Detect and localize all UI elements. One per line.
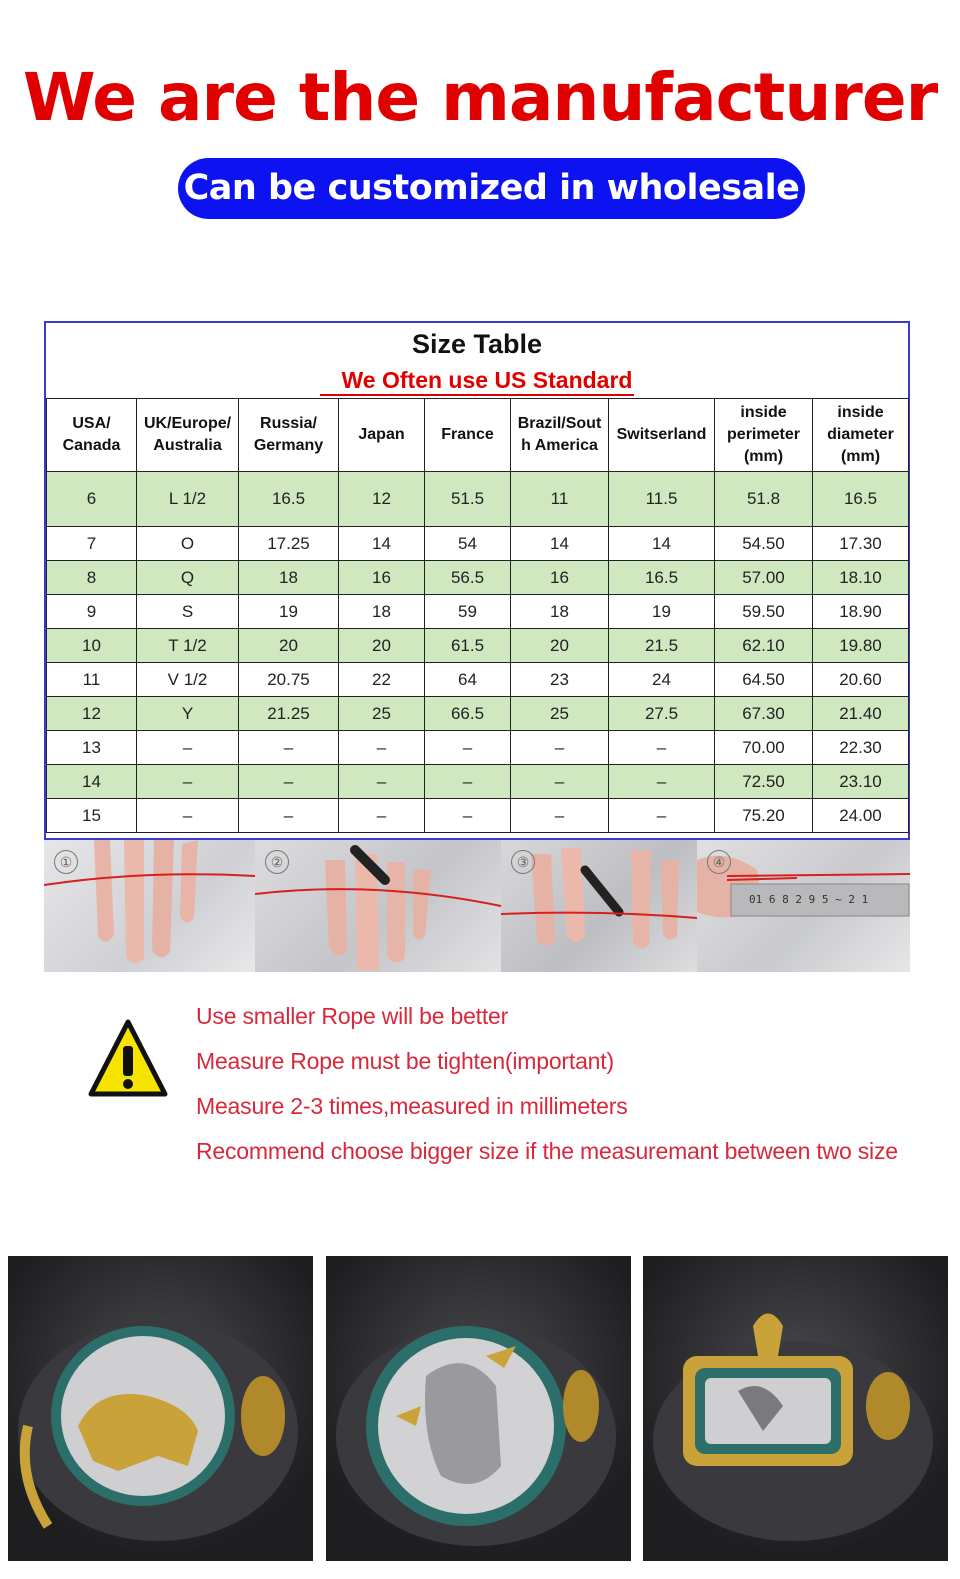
- measuring-tips: [196, 994, 936, 1174]
- subtitle-text: We Often use US Standard: [320, 367, 635, 396]
- column-header: inside perimeter (mm): [715, 399, 813, 472]
- size-table-title: Size Table: [411, 329, 543, 359]
- column-header: Russia/ Germany: [239, 399, 339, 472]
- size-cell: –: [137, 731, 239, 765]
- size-cell: 20: [239, 629, 339, 663]
- size-cell: 16.5: [609, 561, 715, 595]
- size-cell: 17.30: [813, 527, 909, 561]
- column-header: Switserland: [609, 399, 715, 472]
- measuring-step-photo: [697, 840, 910, 972]
- size-cell: 21.5: [609, 629, 715, 663]
- step-number: ②: [265, 850, 289, 874]
- size-cell: 61.5: [425, 629, 511, 663]
- size-cell: 21.40: [813, 697, 909, 731]
- size-cell: 66.5: [425, 697, 511, 731]
- size-row: [47, 472, 909, 527]
- size-table-subtitle: [46, 367, 908, 394]
- size-cell: 8: [47, 561, 137, 595]
- size-cell: –: [239, 765, 339, 799]
- size-cell: –: [511, 765, 609, 799]
- column-header: Japan: [339, 399, 425, 472]
- size-cell: 25: [339, 697, 425, 731]
- size-cell: 19: [239, 595, 339, 629]
- column-header: UK/Europe/ Australia: [137, 399, 239, 472]
- column-header: Brazil/Sout h America: [511, 399, 609, 472]
- size-cell: 22: [339, 663, 425, 697]
- size-cell: 24.00: [813, 799, 909, 833]
- size-cell: 16.5: [813, 472, 909, 527]
- size-row: [47, 697, 909, 731]
- size-cell: 16: [339, 561, 425, 595]
- size-cell: 64.50: [715, 663, 813, 697]
- size-cell: 59.50: [715, 595, 813, 629]
- size-cell: 64: [425, 663, 511, 697]
- size-cell: Q: [137, 561, 239, 595]
- size-cell: S: [137, 595, 239, 629]
- size-cell: 11: [47, 663, 137, 697]
- size-row: [47, 629, 909, 663]
- size-cell: –: [239, 799, 339, 833]
- wholesale-banner: Can be customized in wholesale: [178, 158, 805, 219]
- size-row: [47, 799, 909, 833]
- measuring-step-photo: [44, 840, 255, 972]
- size-cell: –: [609, 731, 715, 765]
- size-cell: 14: [511, 527, 609, 561]
- size-cell: T 1/2: [137, 629, 239, 663]
- warning-icon: [88, 1018, 168, 1100]
- size-cell: 54: [425, 527, 511, 561]
- size-cell: 7: [47, 527, 137, 561]
- size-cell: 9: [47, 595, 137, 629]
- measuring-step-photo: [501, 840, 697, 972]
- size-cell: 18.90: [813, 595, 909, 629]
- size-cell: 59: [425, 595, 511, 629]
- size-cell: 57.00: [715, 561, 813, 595]
- size-cell: 16.5: [239, 472, 339, 527]
- size-cell: O: [137, 527, 239, 561]
- measuring-step-photo: [255, 840, 501, 972]
- size-cell: 15: [47, 799, 137, 833]
- size-cell: 25: [511, 697, 609, 731]
- size-cell: V 1/2: [137, 663, 239, 697]
- size-cell: 27.5: [609, 697, 715, 731]
- headline: We are the manufacturer: [22, 59, 938, 136]
- size-table: [44, 321, 910, 840]
- size-cell: –: [339, 731, 425, 765]
- size-cell: 51.8: [715, 472, 813, 527]
- step-number: ④: [707, 850, 731, 874]
- size-cell: –: [425, 765, 511, 799]
- size-cell: 22.30: [813, 731, 909, 765]
- size-cell: 21.25: [239, 697, 339, 731]
- size-cell: 11: [511, 472, 609, 527]
- ring-photo-bull: [8, 1256, 313, 1561]
- size-cell: 18: [511, 595, 609, 629]
- size-cell: 19.80: [813, 629, 909, 663]
- product-photos: [8, 1256, 948, 1561]
- size-grid: [46, 398, 909, 833]
- ring-photo-indian: [326, 1256, 631, 1561]
- tip-line: Measure Rope must be tighten(important): [196, 1048, 614, 1074]
- size-cell: 23.10: [813, 765, 909, 799]
- size-cell: 18: [339, 595, 425, 629]
- step-number: ③: [511, 850, 535, 874]
- size-row: [47, 765, 909, 799]
- size-cell: –: [425, 799, 511, 833]
- size-cell: –: [609, 765, 715, 799]
- column-header: inside diameter (mm): [813, 399, 909, 472]
- size-row: [47, 595, 909, 629]
- size-row: [47, 731, 909, 765]
- size-cell: 12: [47, 697, 137, 731]
- size-cell: –: [511, 731, 609, 765]
- size-cell: 13: [47, 731, 137, 765]
- size-cell: 20.60: [813, 663, 909, 697]
- size-cell: L 1/2: [137, 472, 239, 527]
- column-header: France: [425, 399, 511, 472]
- size-cell: 6: [47, 472, 137, 527]
- size-cell: –: [511, 799, 609, 833]
- measuring-steps: [44, 840, 910, 972]
- size-cell: –: [137, 799, 239, 833]
- size-table-header-row: [47, 399, 909, 472]
- size-cell: 14: [47, 765, 137, 799]
- size-cell: 24: [609, 663, 715, 697]
- ruler-digits: 01 6 8 2 9 5 ~ 2 1: [749, 893, 869, 906]
- tip-line: Recommend choose bigger size if the measuremant between two size: [196, 1138, 898, 1164]
- size-cell: 19: [609, 595, 715, 629]
- size-cell: –: [239, 731, 339, 765]
- size-cell: 20: [339, 629, 425, 663]
- ring-photo-eagle: [643, 1256, 948, 1561]
- size-cell: –: [339, 765, 425, 799]
- size-cell: 75.20: [715, 799, 813, 833]
- size-cell: –: [137, 765, 239, 799]
- size-cell: 51.5: [425, 472, 511, 527]
- size-cell: –: [339, 799, 425, 833]
- size-cell: 11.5: [609, 472, 715, 527]
- size-cell: 70.00: [715, 731, 813, 765]
- bull-ring-image: [8, 1256, 313, 1561]
- size-cell: 18.10: [813, 561, 909, 595]
- size-cell: 10: [47, 629, 137, 663]
- size-cell: 12: [339, 472, 425, 527]
- size-cell: 67.30: [715, 697, 813, 731]
- size-row: [47, 527, 909, 561]
- size-cell: 20: [511, 629, 609, 663]
- eagle-ring-image: [643, 1256, 948, 1561]
- indian-head-ring-image: [326, 1256, 631, 1561]
- size-cell: 72.50: [715, 765, 813, 799]
- size-cell: –: [425, 731, 511, 765]
- size-cell: 20.75: [239, 663, 339, 697]
- size-cell: 56.5: [425, 561, 511, 595]
- hand-with-pen-image: [255, 840, 501, 972]
- size-cell: 14: [339, 527, 425, 561]
- step-number: ①: [54, 850, 78, 874]
- size-cell: 17.25: [239, 527, 339, 561]
- column-header: USA/ Canada: [47, 399, 137, 472]
- size-row: [47, 663, 909, 697]
- size-row: [47, 561, 909, 595]
- tip-line: Measure 2-3 times,measured in millimeters: [196, 1093, 628, 1119]
- tip-line: Use smaller Rope will be better: [196, 1003, 509, 1029]
- size-cell: 18: [239, 561, 339, 595]
- size-cell: 23: [511, 663, 609, 697]
- size-cell: 54.50: [715, 527, 813, 561]
- size-cell: 16: [511, 561, 609, 595]
- size-cell: 14: [609, 527, 715, 561]
- size-cell: 62.10: [715, 629, 813, 663]
- size-cell: –: [609, 799, 715, 833]
- size-cell: Y: [137, 697, 239, 731]
